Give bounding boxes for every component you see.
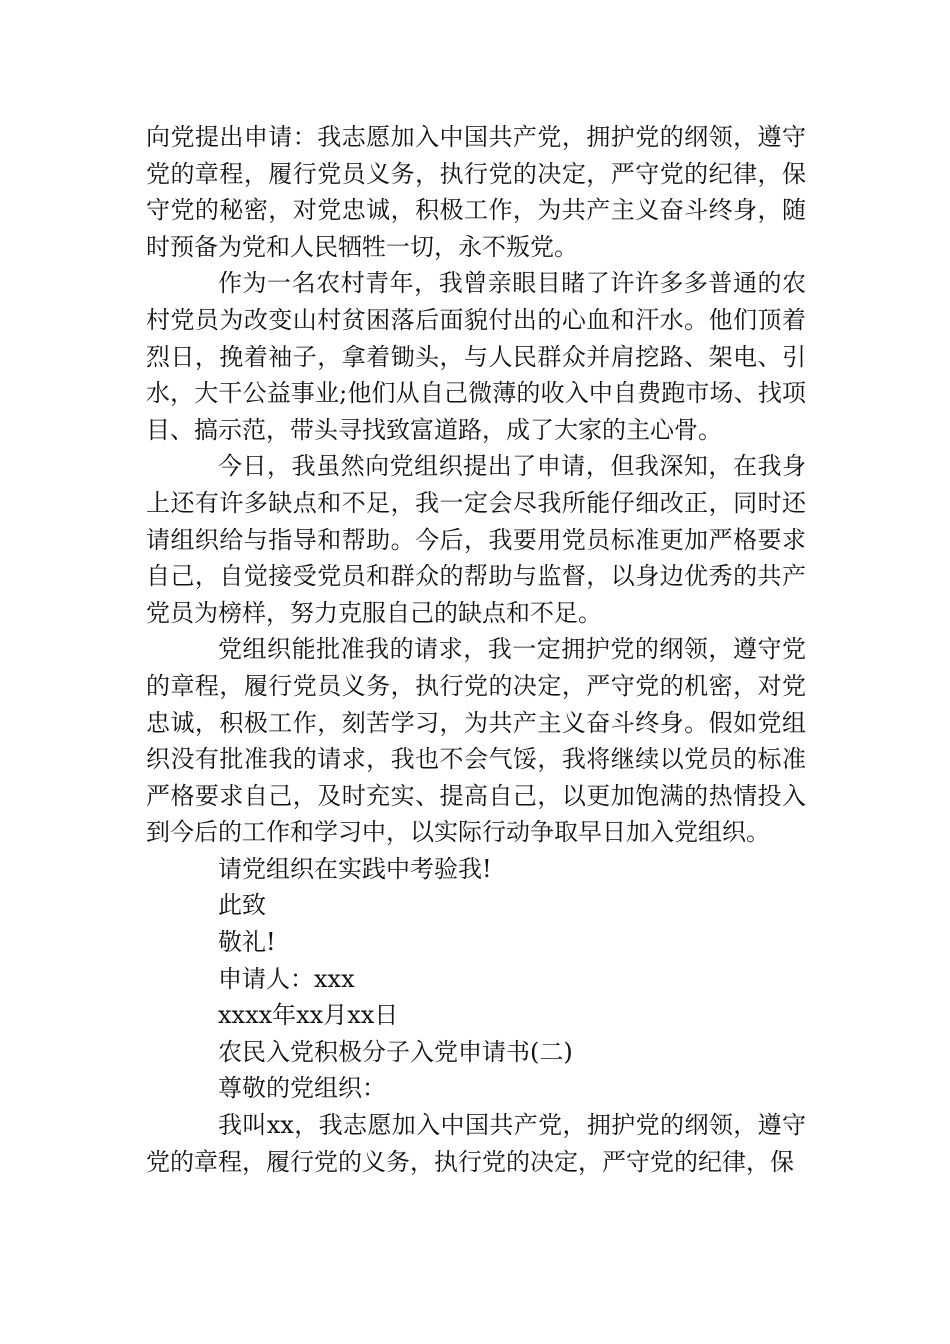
paragraph-second-letter-opening: 我叫xx，我志愿加入中国共产党，拥护党的纲领，遵守党的章程，履行党的义务，执行党的决定，严守党的纪律，保 xyxy=(146,1111,806,1176)
paragraph-self-improvement: 今日，我虽然向党组织提出了申请，但我深知，在我身上还有许多缺点和不足，我一定会尽我所能仔细改正，同时还请组织给与指导和帮助。今后，我要用党员标准更加严格要求自己，自觉接受党员和群众的帮助与监督，以身边优秀的共产党员为榜样，努力克服自己的缺点和不足。 xyxy=(146,452,806,627)
salutation-jingli: 敬礼! xyxy=(218,928,276,957)
salutation-cizhi: 此致 xyxy=(218,891,266,920)
document-body xyxy=(146,119,806,1180)
date-line: xxxx年xx月xx日 xyxy=(218,1001,399,1030)
greeting-line: 尊敬的党组织： xyxy=(218,1074,386,1103)
paragraph-commitment: 党组织能批准我的请求，我一定拥护党的纲领，遵守党的章程，履行党员义务，执行党的决定，严守党的机密，对党忠诚，积极工作，刻苦学习，为共产主义奋斗终身。假如党组织没有批准我的请求，我也不会气馁，我将继续以党员的标准严格要求自己，及时充实、提高自己，以更加饱满的热情投入到今后的工作和学习中，以实际行动争取早日加入党组织。 xyxy=(146,635,806,847)
closing-request-line: 请党组织在实践中考验我! xyxy=(218,854,492,883)
paragraph-application-pledge: 向党提出申请：我志愿加入中国共产党，拥护党的纲领，遵守党的章程，履行党员义务，执行党的决定，严守党的纪律，保守党的秘密，对党忠诚，积极工作，为共产主义奋斗终身，随时预备为党和人民牺牲一切，永不叛党。 xyxy=(146,123,806,261)
section-title: 农民入党积极分子入党申请书(二) xyxy=(218,1037,573,1066)
paragraph-rural-party-members: 作为一名农村青年，我曾亲眼目睹了许许多多普通的农村党员为改变山村贫困落后面貌付出的心血和汗水。他们顶着烈日，挽着袖子，拿着锄头，与人民群众并肩挖路、架电、引水，大干公益事业;他们从自己微薄的收入中自费跑市场、找项目、搞示范，带头寻找致富道路，成了大家的主心骨。 xyxy=(146,269,806,444)
applicant-line: 申请人：xxx xyxy=(218,964,355,993)
